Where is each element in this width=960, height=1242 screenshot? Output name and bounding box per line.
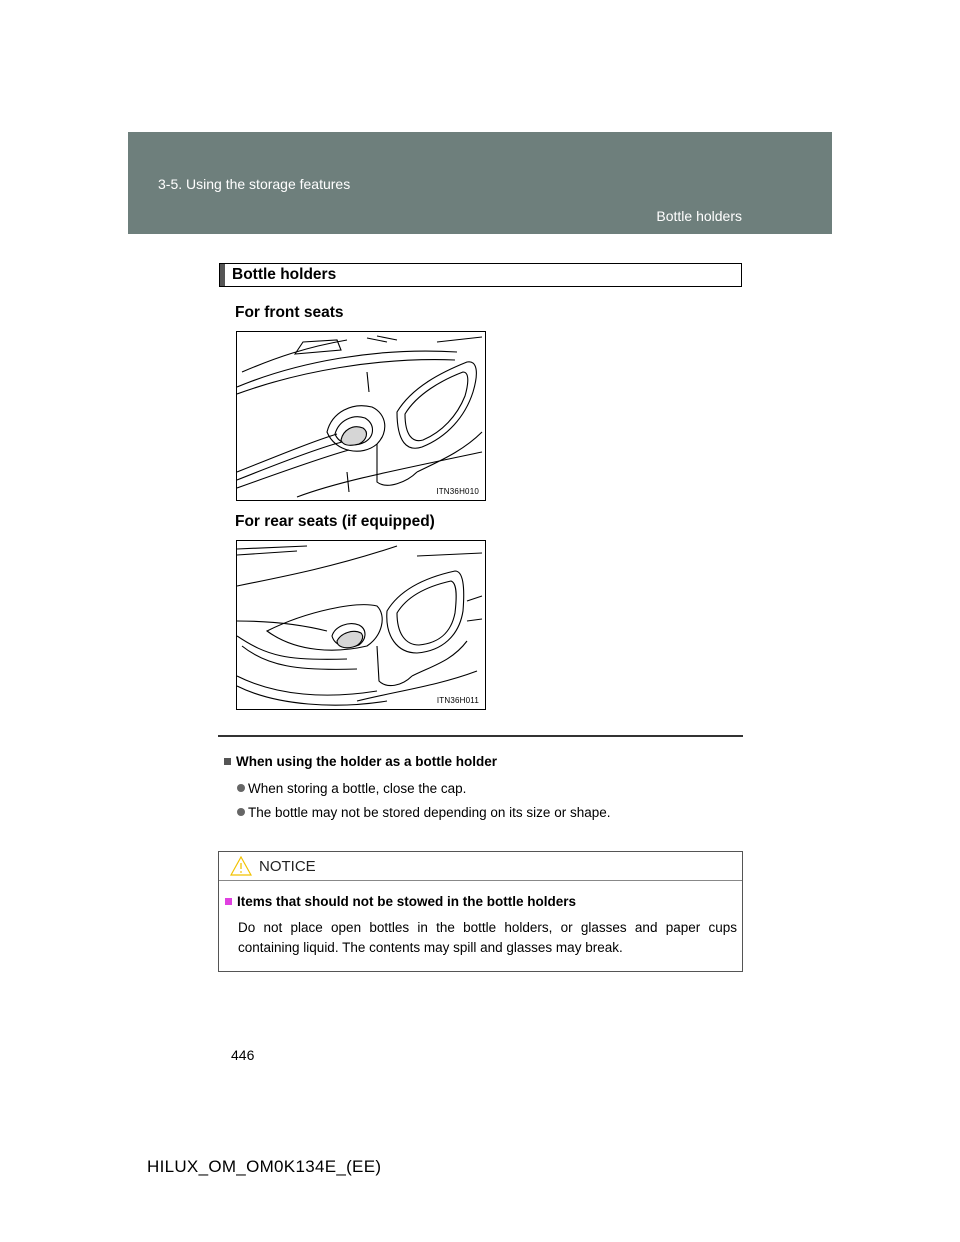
note-bullet-text: The bottle may not be stored depending on its size or shape. — [248, 805, 611, 820]
rear-bottle-holder-illustration — [236, 540, 486, 710]
notice-body: Do not place open bottles in the bottle holders, or glasses and paper cups containing liquid. The contents may spill and glasses may break. — [238, 920, 737, 955]
note-heading-text: When using the holder as a bottle holder — [236, 754, 498, 769]
section-divider — [218, 735, 743, 737]
rear-seats-heading: For rear seats (if equipped) — [235, 513, 435, 530]
header-band — [128, 132, 832, 234]
section-title-bar — [219, 263, 742, 287]
round-bullet-icon — [237, 784, 245, 792]
rear-figure-code: ITN36H011 — [436, 696, 479, 705]
document-code: HILUX_OM_OM0K134E_(EE) — [147, 1157, 382, 1176]
notice-title: NOTICE — [259, 858, 316, 875]
page-number: 446 — [231, 1047, 255, 1063]
note-heading — [224, 754, 497, 769]
section-breadcrumb: 3-5. Using the storage features — [158, 176, 351, 192]
section-marker — [220, 264, 225, 286]
note-bullet — [237, 781, 466, 796]
note-bullet — [237, 805, 610, 820]
square-bullet-icon — [225, 898, 232, 905]
notice-header — [219, 852, 742, 881]
section-title: Bottle holders — [232, 266, 337, 283]
page-subject: Bottle holders — [656, 208, 742, 224]
front-bottle-holder-illustration — [236, 331, 486, 501]
front-figure-code: ITN36H010 — [436, 487, 479, 496]
notice-box — [218, 851, 743, 972]
round-bullet-icon — [237, 808, 245, 816]
square-bullet-icon — [224, 758, 231, 765]
front-seats-heading: For front seats — [235, 304, 344, 321]
warning-triangle-icon — [230, 856, 252, 876]
notice-item-heading — [225, 894, 576, 909]
notice-item-heading-text: Items that should not be stowed in the bottle holders — [237, 894, 577, 909]
note-bullet-text: When storing a bottle, close the cap. — [248, 781, 467, 796]
